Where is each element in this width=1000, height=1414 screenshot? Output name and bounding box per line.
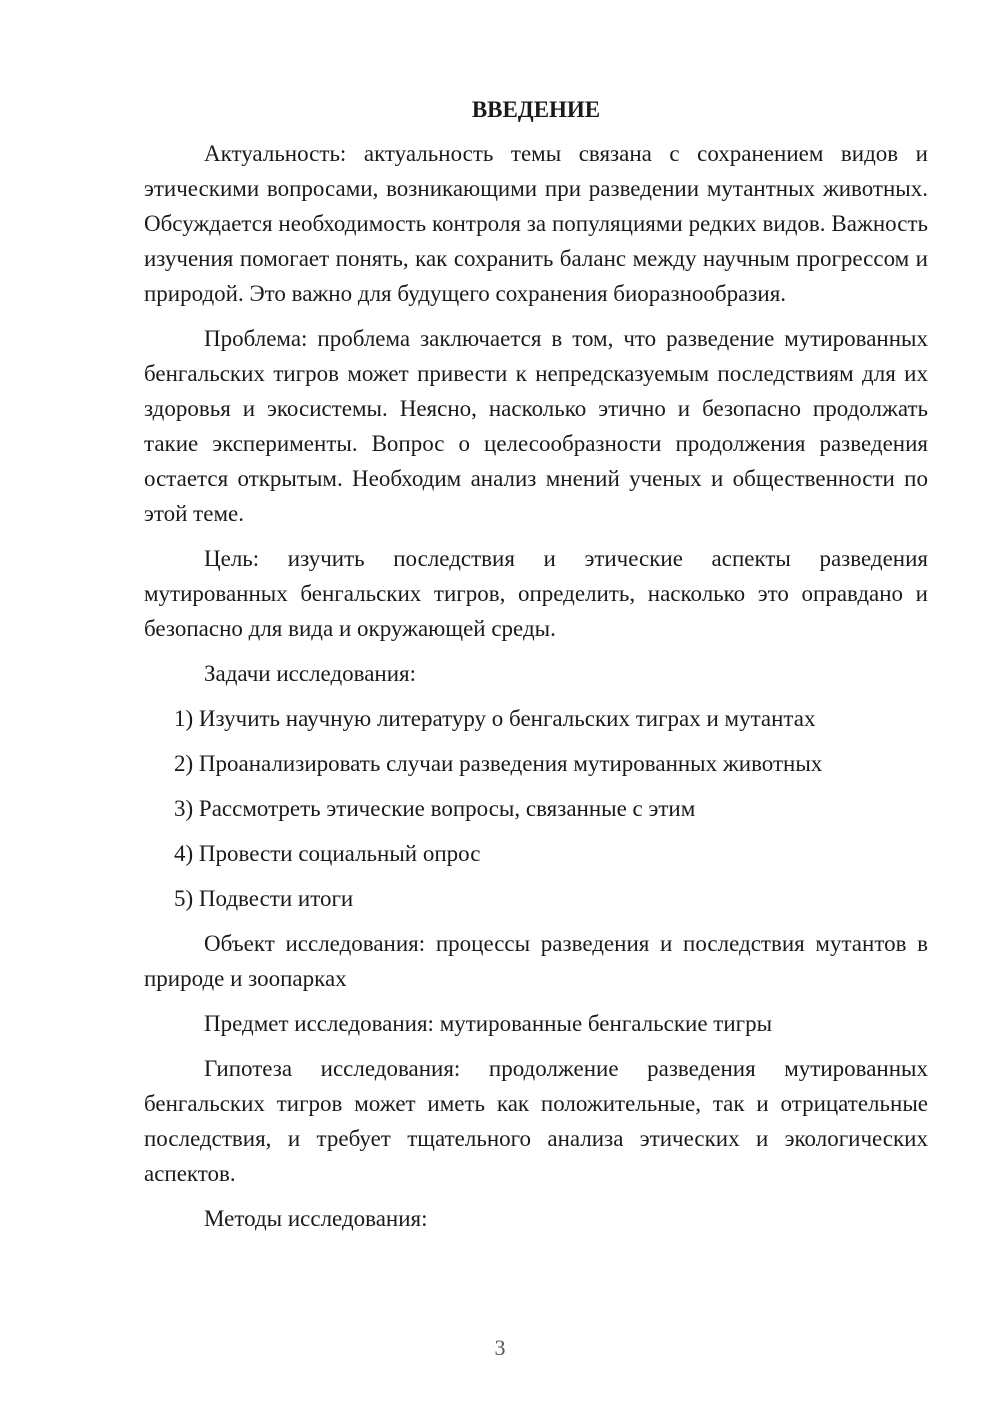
- subject-paragraph: Предмет исследования: мутированные бенгальские тигры: [204, 1011, 773, 1036]
- list-item: 2) Проанализировать случаи разведения мутированных животных: [174, 751, 823, 776]
- methods-heading: Методы исследования:: [204, 1206, 428, 1231]
- tasks-list: [144, 701, 928, 916]
- page-content: [144, 92, 928, 1246]
- list-item: 3) Рассмотреть этические вопросы, связанные с этим: [174, 796, 696, 821]
- object-paragraph: Объект исследования: процессы разведения и последствия мутантов в природе и зоопарках: [144, 931, 928, 991]
- relevance-paragraph: Актуальность: актуальность темы связана с сохранением видов и этическими вопросами, возникающими при разведении мутантных животных. Обсуждается необходимость контроля за популяциями редких видов. Важность изучения помогает понять, как сохранить баланс между научным прогрессом и природой. Это важно для будущего сохранения биоразнообразия.: [144, 141, 928, 306]
- list-item: 5) Подвести итоги: [174, 886, 354, 911]
- goal-paragraph: Цель: изучить последствия и этические аспекты разведения мутированных бенгальских тигров, определить, насколько это оправдано и безопасно для вида и окружающей среды.: [144, 546, 928, 641]
- hypothesis-paragraph: Гипотеза исследования: продолжение разведения мутированных бенгальских тигров может иметь как положительные, так и отрицательные последствия, и требует тщательного анализа этических и экологических аспектов.: [144, 1056, 928, 1186]
- tasks-heading: Задачи исследования:: [204, 661, 417, 686]
- list-item: 1) Изучить научную литературу о бенгальских тиграх и мутантах: [174, 706, 816, 731]
- list-item: 4) Провести социальный опрос: [174, 841, 481, 866]
- page-number: 3: [494, 1335, 506, 1360]
- section-title: ВВЕДЕНИЕ: [471, 97, 601, 122]
- problem-paragraph: Проблема: проблема заключается в том, что разведение мутированных бенгальских тигров может привести к непредсказуемым последствиям для их здоровья и экосистемы. Неясно, насколько этично и безопасно продолжать такие эксперименты. Вопрос о целесообразности продолжения разведения остается открытым. Необходим анализ мнений ученых и общественности по этой теме.: [144, 326, 928, 526]
